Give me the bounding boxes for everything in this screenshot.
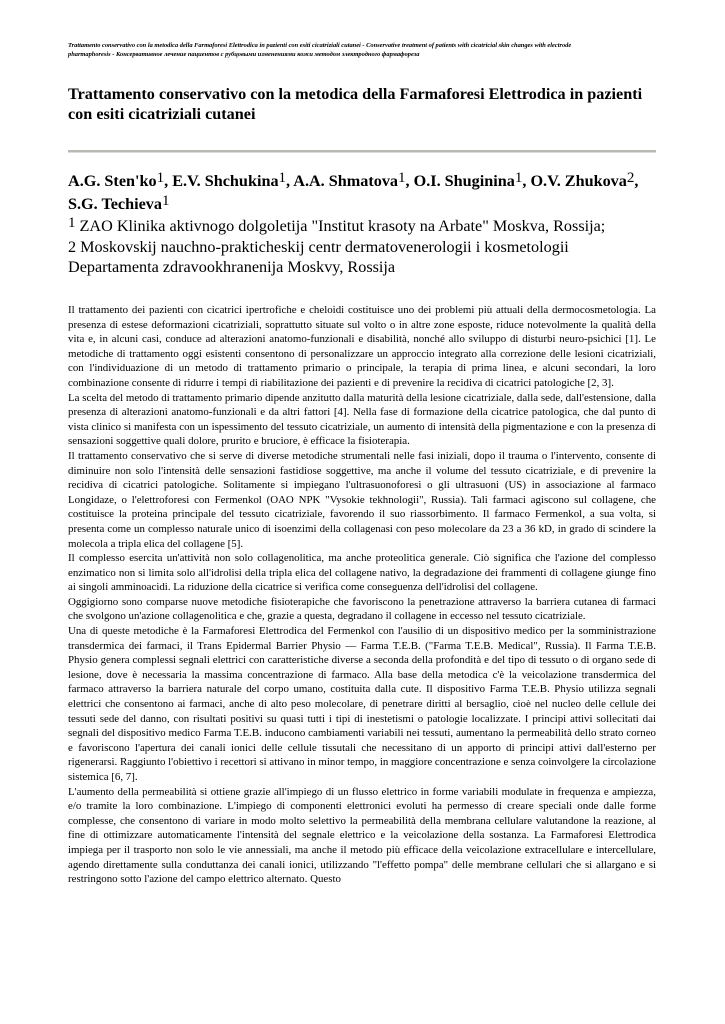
body-text bbox=[68, 303, 656, 887]
author-affiliation-mark: 1 bbox=[514, 170, 523, 186]
author-name: A.A. Shmatova bbox=[293, 172, 399, 190]
running-head-line-2: pharmaphoresis - Консервативное лечение пациентов с рубцовыми изменениями кожи методом электродного фармафореза bbox=[68, 51, 420, 58]
author bbox=[530, 172, 638, 190]
author bbox=[172, 172, 293, 190]
author-affiliation-mark: 1 bbox=[278, 170, 287, 186]
author bbox=[68, 195, 170, 213]
author bbox=[293, 172, 413, 190]
title-divider bbox=[68, 150, 656, 153]
author-name: O.I. Shuginina bbox=[413, 172, 515, 190]
running-head-line-1: Trattamento conservativo con la metodica della Farmaforesi Elettrodica in pazienti con esiti cicatriziali cutanei - Conservative treatment of patients with cicatricial skin changes with electrode bbox=[68, 42, 572, 49]
affiliation-2-line-2: Departamenta zdravookhranenija Moskvy, Rossija bbox=[68, 258, 396, 276]
body-paragraph: La scelta del metodo di trattamento primario dipende anzitutto dalla maturità della lesione cicatriziale, dalla sede, dall'estensione, dalla presenza di alterazioni anatomo-funzionali e da altri fattori [4]. Nella fase di formazione della cicatrice patologica, che dal punto di vista clinico si manifesta con un ispessimento del tessuto cicatriziale, un aumento di intensità della pigmentazione e con la presenza di sensazioni soggettive quali dolore, prurito e bruciore, è efficace la fisioterapia. bbox=[68, 391, 656, 448]
affiliation-1-text: ZAO Klinika aktivnogo dolgoletija "Institut krasoty na Arbate" Moskva, Rossija; bbox=[75, 217, 606, 235]
author-name: A.G. Sten'ko bbox=[68, 172, 157, 190]
author-separator: , bbox=[405, 172, 414, 190]
author-name: O.V. Zhukova bbox=[530, 172, 627, 190]
author-affiliation-mark: 1 bbox=[398, 170, 406, 186]
affiliation-mark: 1 bbox=[68, 215, 76, 231]
author-affiliation-mark: 1 bbox=[156, 170, 165, 186]
author-separator: , bbox=[522, 172, 531, 190]
article-title: Trattamento conservativo con la metodica della Farmaforesi Elettrodica in pazienti con esiti cicatriziali cutanei bbox=[68, 85, 643, 123]
body-paragraph: Il complesso esercita un'attività non solo collagenolitica, ma anche proteolitica generale. Ciò significa che l'azione del complesso enzimatico non si limita solo all'idrolisi della tripla elica del collagene nativo, la degradazione dei frammenti di collagene giunge fino ai singoli amminoacidi. La riduzione della cicatrice si verifica come conseguenza dell'idrolisi del collagene. bbox=[68, 552, 656, 594]
body-paragraph: Il trattamento dei pazienti con cicatrici ipertrofiche e cheloidi costituisce uno dei problemi più attuali della dermocosmetologia. La presenza di estese deformazioni cicatriziali, soprattutto situate sul volto o in altre zone esposte, riduce notevolmente la qualità della vita e, in alcuni casi, conduce ad alterazioni anatomo-funzionali e disabilità, nonché allo sviluppo di disturbi neuro-psichici [1]. Le metodiche di trattamento oggi esistenti consentono di personalizzare un approccio integrato alla correzione delle lesioni cicatriziali, con l'individuazione di un metodo di trattamento primario o principale, la terapia di prima linea, e alcuni secondari, la loro combinazione consente di ridurre i tempi di riabilitazione dei pazienti e di prevenire la recidiva di cicatrici patologiche [2, 3]. bbox=[68, 304, 656, 389]
body-paragraph: Una di queste metodiche è la Farmaforesi Elettrodica del Fermenkol con l'ausilio di un dispositivo medico per la somministrazione transdermica dei farmaci, il Trans Epidermal Barrier Physio — Farma T.E.B. ("Farma T.E.B. Medical", Russia). Il Farma T.E.B. Physio genera complessi segnali elettrici con caratteristiche diverse a seconda della profondità e del tipo di tessuto o di organo sede di lesione, dove è necessaria la massima concentrazione di farmaco. Alla base della metodica c'è la veicolazione transdermica del farmaco attraverso la barriera naturale del corpo umano, costituita dalla cute. Il dispositivo Farma T.E.B. Physio utilizza segnali elettrici che consentono ai farmaci, anche di alto peso molecolare, di penetrare diritti al bersaglio, cioè nel nucleo delle cellule dei tessuti sede del danno, con risultati positivi su quasi tutti i tipi di inestetismi o patologie localizzate. I principi attivi sollecitati dai segnali del dispositivo medico Farma T.E.B. inducono cambiamenti variabili nei tessuti, aumentano la permeabilità dello strato corneo e favoriscono l'apertura dei canali ionici delle cellule tissutali che necessitano di un apporto di principi attivi dall'esterno per rigenerarsi. Raggiunto l'obiettivo i recettori si attivano in minor tempo, in maggiore concentrazione e senza coinvolgere la circolazione sistemica [6, 7]. bbox=[68, 625, 656, 783]
author-list bbox=[68, 170, 648, 216]
running-head bbox=[68, 41, 656, 59]
author-name: S.G. Techieva bbox=[68, 195, 162, 213]
affiliations bbox=[68, 216, 648, 278]
author-separator: , bbox=[286, 172, 294, 190]
author bbox=[68, 172, 172, 190]
author-affiliation-mark: 2 bbox=[626, 170, 635, 186]
author-affiliation-mark: 1 bbox=[162, 193, 170, 209]
author bbox=[414, 172, 531, 190]
author-name: E.V. Shchukina bbox=[172, 172, 279, 190]
body-paragraph: L'aumento della permeabilità si ottiene grazie all'impiego di un flusso elettrico in forme variabili modulate in frequenza e ampiezza, e/o tramite la loro combinazione. L'impiego di componenti elettronici evoluti ha permesso di creare speciali onde dalle forme complesse, che consentono di variare in modo molto selettivo la permeabilità della membrana cellulare valutandone la reazione, al fine di ottimizzare automaticamente l'intensità del segnale elettrico e la veicolazione della sostanza. La Farmaforesi Elettrodica impiega per il trasporto non solo le vie annessiali, ma anche il metodo più efficace della veicolazione extracellulare e intercellulare, agendo direttamente sulla conduttanza dei canali ionici, utilizzando "l'effetto pompa" delle membrane cellulari che si allargano e si restringono sotto l'azione del campo elettrico alternato. Questo bbox=[68, 785, 656, 886]
author-separator: , bbox=[164, 172, 173, 190]
affiliation-1 bbox=[68, 216, 648, 237]
affiliation-2-line-1: 2 Moskovskij nauchno-prakticheskij centr dermatovenerologii i kosmetologii bbox=[68, 237, 569, 256]
author-separator: , bbox=[634, 172, 639, 190]
body-paragraph: Il trattamento conservativo che si serve di diverse metodiche strumentali nelle fasi iniziali, dopo il trauma o l'intervento, consente di diminuire non solo l'intensità delle sensazioni fastidiose soggettive, ma anche il volume del tessuto cicatriziale, e di prevenire la recidiva di cicatrici patologiche. Solitamente si impiegano l'ultrasuonoforesi o gli ultrasuoni (US) in associazione al farmaco Longidaze, o l'elettroforesi con Fermenkol (OAO NPK "Vysokie tekhnologii", Russia). Tali farmaci agiscono sul collagene, che costituisce la proteina principale del tessuto cicatriziale, favorendo il suo riassorbimento. Il farmaco Fermenkol, a sua volta, si presenta come un complesso naturale unico di isoenzimi della collagenasi con peso molecolare da 23 a 36 kD, in grado di scindere la molecola a tripla elica del collagene [5]. bbox=[68, 449, 656, 550]
body-paragraph: Oggigiorno sono comparse nuove metodiche fisioterapiche che favoriscono la penetrazione attraverso la barriera cutanea di farmaci che svolgono un'azione collagenolitica e che, grazie a questa, degradano il collagene in eccesso nel tessuto cicatriziale. bbox=[68, 595, 656, 623]
